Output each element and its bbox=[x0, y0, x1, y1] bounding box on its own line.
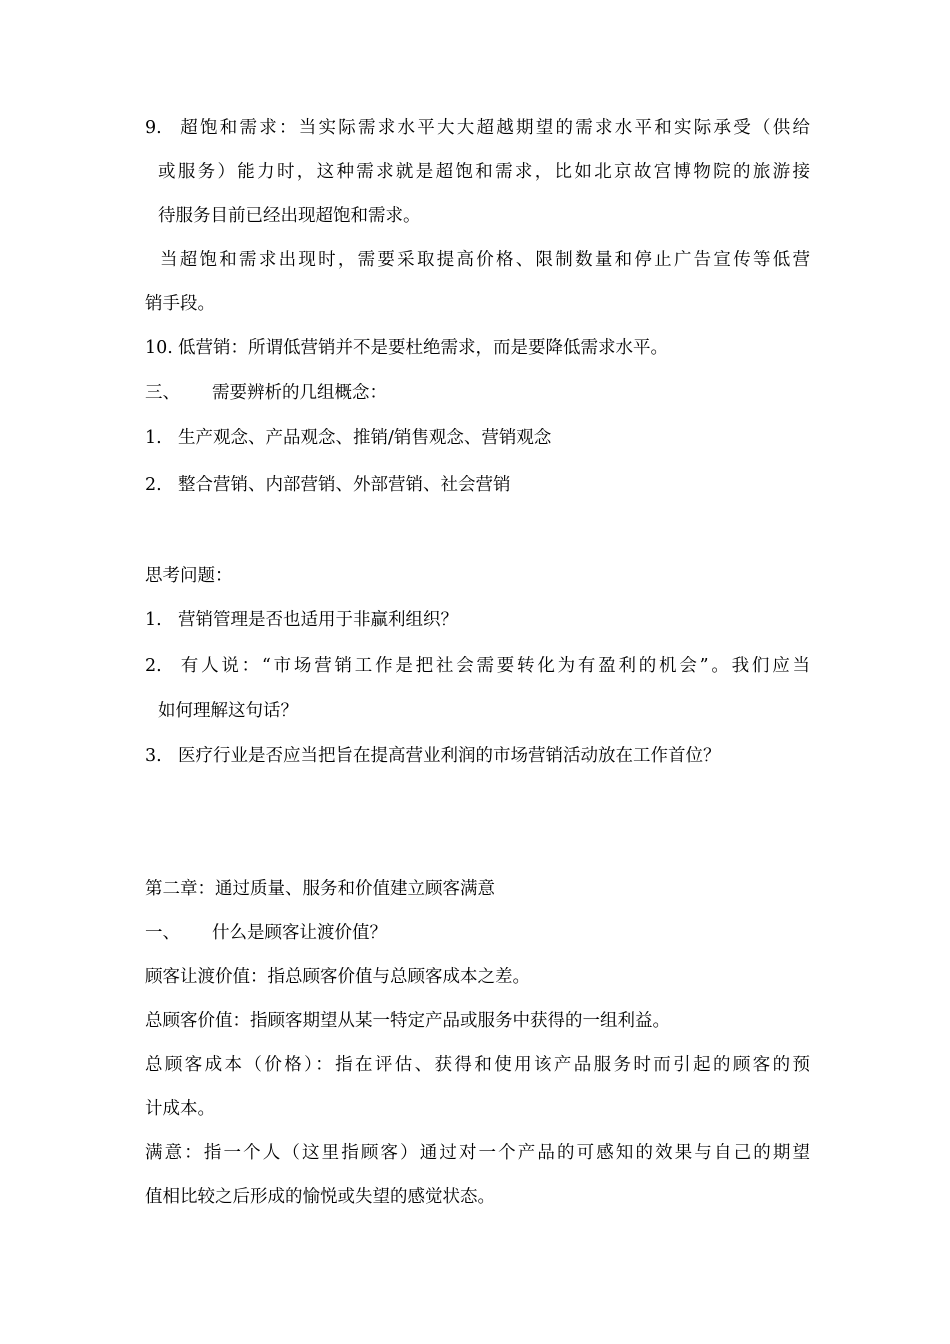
question-3-number: 3. bbox=[145, 746, 162, 766]
section-1-heading bbox=[145, 921, 810, 945]
definition-total-cost-line-1: 总顾客成本（价格）：指在评估、获得和使用该产品服务时而引起的顾客的预 bbox=[145, 1055, 810, 1075]
section-3-number: 三、 bbox=[145, 383, 180, 403]
concept-item-1-number: 1. bbox=[145, 428, 162, 448]
definition-total-value: 总顾客价值：指顾客期望从某一特定产品或服务中获得的一组利益。 bbox=[145, 1011, 670, 1031]
concept-item-2 bbox=[145, 473, 810, 497]
section-3-heading bbox=[145, 381, 810, 405]
item-9-line-2: 或服务）能力时，这种需求就是超饱和需求，比如北京故宫博物院的旅游接 bbox=[158, 162, 810, 182]
item-10 bbox=[145, 336, 810, 360]
question-2-number: 2. bbox=[145, 656, 162, 676]
question-1-number: 1. bbox=[145, 610, 162, 630]
item-9-text-1: 超饱和需求：当实际需求水平大大超越期望的需求水平和实际承受（供给 bbox=[178, 118, 810, 138]
item-9-line-1 bbox=[145, 116, 810, 140]
item-9-line-3: 待服务目前已经出现超饱和需求。 bbox=[158, 206, 421, 226]
concept-item-1-text: 生产观念、产品观念、推销/销售观念、营销观念 bbox=[178, 428, 552, 448]
item-10-number: 10. bbox=[145, 338, 173, 358]
item-9-number: 9. bbox=[145, 118, 162, 138]
concept-item-1 bbox=[145, 426, 810, 450]
questions-heading: 思考问题： bbox=[145, 566, 233, 586]
definition-delivered-value: 顾客让渡价值：指总顾客价值与总顾客成本之差。 bbox=[145, 967, 530, 987]
oversaturation-paragraph-line-2: 销手段。 bbox=[145, 294, 215, 314]
definition-total-cost-line-2: 计成本。 bbox=[145, 1099, 215, 1119]
section-3-title: 需要辨析的几组概念： bbox=[212, 383, 387, 403]
question-2-text-1: 有人说：“市场营销工作是把社会需要转化为有盈利的机会”。我们应当 bbox=[178, 656, 810, 676]
section-1-title: 什么是顾客让渡价值？ bbox=[212, 923, 387, 943]
definition-satisfaction-line-2: 值相比较之后形成的愉悦或失望的感觉状态。 bbox=[145, 1187, 495, 1207]
definition-satisfaction-line-1: 满意：指一个人（这里指顾客）通过对一个产品的可感知的效果与自己的期望 bbox=[145, 1143, 810, 1163]
item-10-text: 低营销：所谓低营销并不是要杜绝需求，而是要降低需求水平。 bbox=[178, 338, 668, 358]
section-1-number: 一、 bbox=[145, 923, 180, 943]
concept-item-2-number: 2. bbox=[145, 475, 162, 495]
question-3-text: 医疗行业是否应当把旨在提高营业利润的市场营销活动放在工作首位？ bbox=[178, 746, 721, 766]
question-3 bbox=[145, 744, 810, 768]
question-1-text: 营销管理是否也适用于非赢利组织？ bbox=[178, 610, 458, 630]
oversaturation-paragraph-line-1: 当超饱和需求出现时，需要采取提高价格、限制数量和停止广告宣传等低营 bbox=[160, 250, 810, 270]
concept-item-2-text: 整合营销、内部营销、外部营销、社会营销 bbox=[178, 475, 511, 495]
question-2-line-1 bbox=[145, 654, 810, 678]
question-1 bbox=[145, 608, 810, 632]
chapter-2-title: 第二章：通过质量、服务和价值建立顾客满意 bbox=[145, 879, 495, 899]
question-2-line-2: 如何理解这句话？ bbox=[158, 701, 298, 721]
